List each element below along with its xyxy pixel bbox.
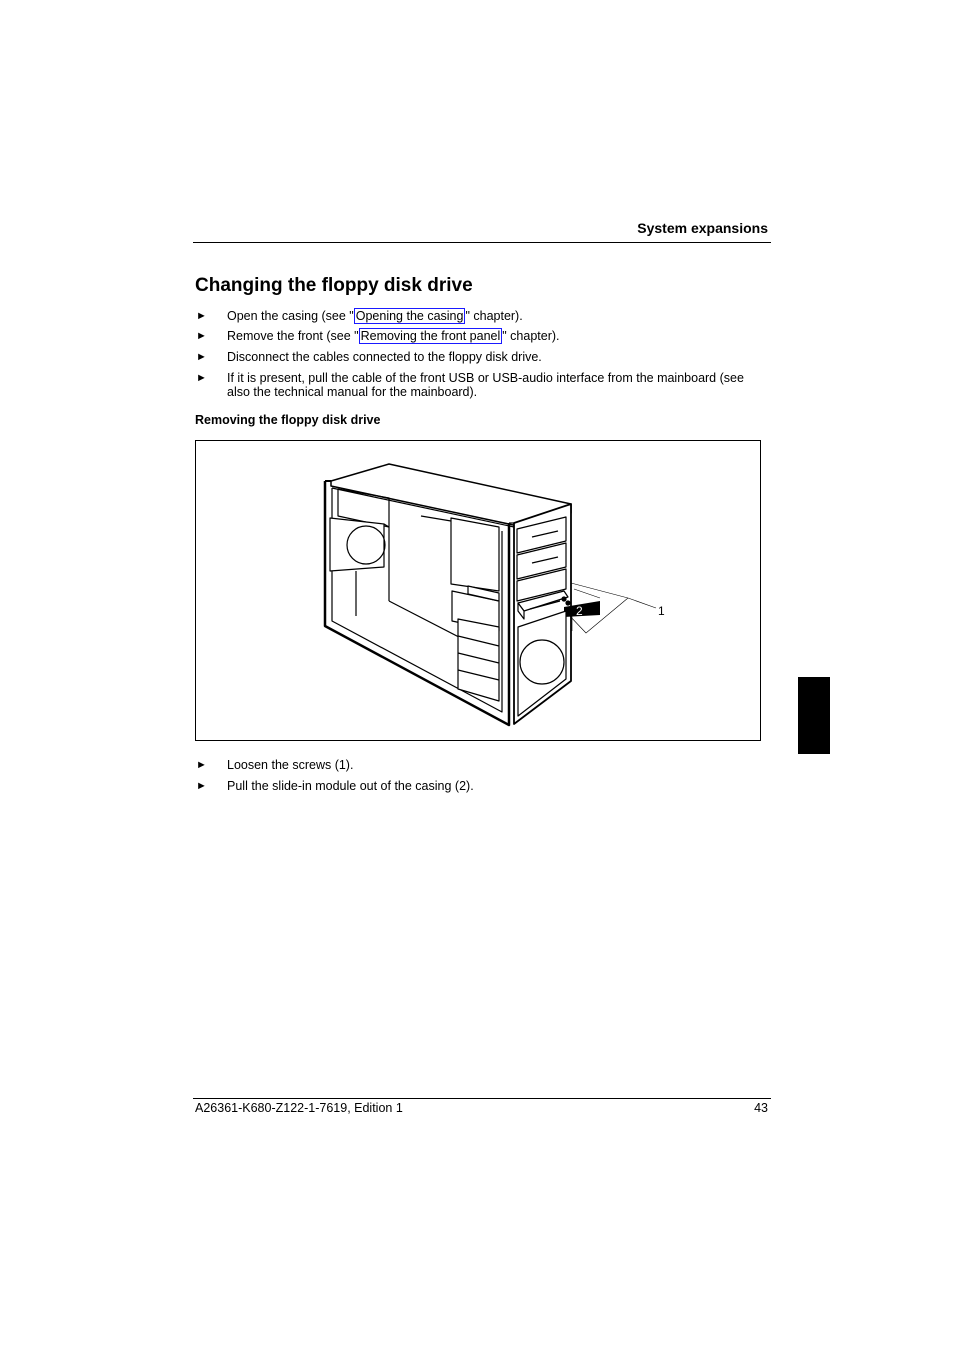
step-bullet-icon: ► — [196, 351, 207, 363]
page-number: 43 — [754, 1101, 768, 1115]
callout-label-1: 1 — [658, 604, 665, 618]
step-bullet-icon: ► — [196, 372, 207, 384]
pc-casing-illustration — [196, 441, 762, 742]
header-rule — [193, 242, 771, 243]
figure-floppy-removal — [195, 440, 761, 741]
xref-link-opening-casing[interactable]: Opening the casing — [355, 309, 464, 323]
step-text: If it is present, pull the cable of the front USB or USB-audio interface from the mainboard (see also the technical manual for the mainboard). — [227, 371, 744, 399]
step-text: Pull the slide-in module out of the casing (2). — [227, 779, 474, 793]
xref-link-removing-front-panel[interactable]: Removing the front panel — [360, 329, 501, 343]
callout-label-2: 2 — [576, 604, 583, 618]
step-text: Loosen the screws (1). — [227, 758, 354, 772]
chapter-thumb-tab — [798, 677, 830, 754]
section-heading: Changing the floppy disk drive — [195, 275, 473, 296]
footer-doc-id: A26361-K680-Z122-1-7619, Edition 1 — [195, 1101, 403, 1115]
step-text: Disconnect the cables connected to the floppy disk drive. — [227, 350, 542, 364]
step-bullet-icon: ► — [196, 780, 207, 792]
footer-rule — [193, 1098, 771, 1099]
step-text: Open the casing (see " Opening the casing " chapter). — [227, 309, 523, 323]
figure-subheading: Removing the floppy disk drive — [195, 413, 381, 427]
running-header-title: System expansions — [637, 220, 768, 236]
step-text: Remove the front (see " Removing the front panel " chapter). — [227, 329, 560, 343]
step-bullet-icon: ► — [196, 310, 207, 322]
step-bullet-icon: ► — [196, 330, 207, 342]
step-bullet-icon: ► — [196, 759, 207, 771]
